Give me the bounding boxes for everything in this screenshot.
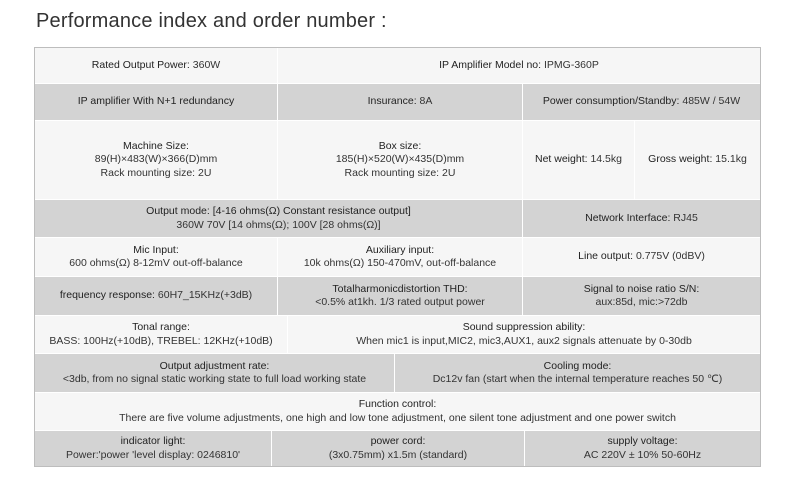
function-control-value: There are five volume adjustments, one high and low tone adjustment, one silent tone adjustment and one power switch xyxy=(119,411,676,424)
line-output-label: Line output: xyxy=(578,250,634,263)
cell-aux-input xyxy=(278,238,523,276)
cell-redundancy xyxy=(35,84,278,120)
box-size-dimensions: 185(H)×520(W)×435(D)mm xyxy=(335,153,465,166)
cell-output-mode xyxy=(35,200,523,237)
rated-power-value: 360W xyxy=(189,58,221,71)
spec-row-1 xyxy=(35,48,760,84)
snr-label: Signal to noise ratio S/N: xyxy=(583,282,700,295)
cell-model-no xyxy=(278,48,760,83)
model-label: IP Amplifier Model no: xyxy=(439,58,542,71)
spec-row-6 xyxy=(35,277,760,316)
cell-sound-suppression xyxy=(288,316,760,353)
cell-gross-weight xyxy=(635,121,760,199)
gross-weight-label: Gross weight: xyxy=(648,153,713,166)
cell-power-consumption xyxy=(523,84,760,120)
cell-frequency-response xyxy=(35,277,278,315)
cell-mic-input xyxy=(35,238,278,276)
cell-cooling-mode xyxy=(395,354,760,392)
box-size-rack: Rack mounting size: 2U xyxy=(344,166,456,179)
redundancy-label: IP amplifier With N+1 redundancy xyxy=(77,95,235,108)
machine-size-rack: Rack mounting size: 2U xyxy=(100,166,212,179)
spec-row-8 xyxy=(35,354,760,393)
function-control-label: Function control: xyxy=(358,398,437,410)
box-size-label: Box size: xyxy=(378,139,422,152)
machine-size-dimensions: 89(H)×483(W)×366(D)mm xyxy=(94,153,218,166)
model-value: IPMG-360P xyxy=(541,58,599,71)
tonal-range-value: BASS: 100Hz(+10dB), TREBEL: 12KHz(+10dB) xyxy=(49,334,273,347)
aux-input-label: Auxiliary input: xyxy=(365,243,435,256)
supply-voltage-label: supply voltage: xyxy=(607,435,678,447)
cell-line-output xyxy=(523,238,760,276)
thd-label: Totalharmonicdistortion THD: xyxy=(332,282,468,295)
cell-function-control xyxy=(35,393,760,430)
spec-row-3 xyxy=(35,121,760,200)
gross-weight-value: 15.1kg xyxy=(712,153,747,166)
cell-output-adjustment xyxy=(35,354,395,392)
output-adjustment-label: Output adjustment rate: xyxy=(159,359,270,372)
spec-row-4 xyxy=(35,200,760,238)
machine-size-label: Machine Size: xyxy=(123,139,189,152)
power-cord-label: power cord: xyxy=(370,435,426,447)
cell-network-interface xyxy=(523,200,760,237)
spec-table xyxy=(34,47,761,467)
cell-box-size xyxy=(278,121,523,199)
insurance-value: 8A xyxy=(416,95,433,108)
supply-voltage-value: AC 220V ± 10% 50-60Hz xyxy=(583,448,702,461)
net-weight-value: 14.5kg xyxy=(587,153,622,166)
power-cord-value: (3x0.75mm) x1.5m (standard) xyxy=(328,448,468,461)
cell-indicator-light xyxy=(35,431,272,466)
spec-row-2 xyxy=(35,84,760,121)
network-label: Network Interface: xyxy=(585,211,671,224)
cooling-value: Dc12v fan (start when the internal temperature reaches 50 ℃) xyxy=(432,373,723,385)
cell-net-weight xyxy=(523,121,635,199)
cell-supply-voltage xyxy=(525,431,760,466)
rated-power-label: Rated Output Power: xyxy=(91,58,190,71)
aux-input-value: 10k ohms(Ω) 150-470mV, out-off-balance xyxy=(303,257,497,269)
cell-insurance xyxy=(278,84,523,120)
snr-value: aux:85d, mic:>72db xyxy=(595,296,688,308)
spec-row-10 xyxy=(35,431,760,466)
cell-snr xyxy=(523,277,760,315)
output-mode-line-1: Output mode: [4-16 ohms(Ω) Constant resistance output] xyxy=(146,205,411,217)
spec-row-9 xyxy=(35,393,760,431)
freq-response-value: 60H7_15KHz(+3dB) xyxy=(154,289,253,302)
insurance-label: Insurance: xyxy=(367,95,417,108)
mic-input-value: 600 ohms(Ω) 8-12mV out-off-balance xyxy=(69,257,243,269)
output-adjustment-value: <3db, from no signal static working state to full load working state xyxy=(62,373,367,385)
power-consumption-value: 485W / 54W xyxy=(679,95,741,108)
page-title: Performance index and order number : xyxy=(36,10,387,32)
line-output-value: 0.775V (0dBV) xyxy=(633,250,705,263)
power-consumption-label: Power consumption/Standby: xyxy=(542,95,680,108)
output-mode-line-2: 360W 70V [14 ohms(Ω); 100V [28 ohms(Ω)] xyxy=(176,218,381,231)
cell-rated-output-power xyxy=(35,48,278,83)
cell-machine-size xyxy=(35,121,278,199)
sound-suppression-label: Sound suppression ability: xyxy=(462,321,586,333)
indicator-label: indicator light: xyxy=(120,435,186,447)
thd-value: <0.5% at1kh. 1/3 rated output power xyxy=(315,296,485,308)
indicator-value: Power:'power 'level display: 0246810' xyxy=(65,448,241,461)
sound-suppression-value: When mic1 is input,MIC2, mic3,AUX1, aux2 signals attenuate by 0-30db xyxy=(356,334,692,347)
network-value: RJ45 xyxy=(670,211,698,224)
net-weight-label: Net weight: xyxy=(535,153,588,166)
mic-input-label: Mic Input: xyxy=(133,243,179,256)
spec-row-7 xyxy=(35,316,760,354)
cell-power-cord xyxy=(272,431,525,466)
cell-thd xyxy=(278,277,523,315)
cell-tonal-range xyxy=(35,316,288,353)
cooling-label: Cooling mode: xyxy=(543,359,612,372)
spec-row-5 xyxy=(35,238,760,277)
freq-response-label: frequency response: xyxy=(59,289,155,302)
tonal-range-label: Tonal range: xyxy=(132,321,190,333)
